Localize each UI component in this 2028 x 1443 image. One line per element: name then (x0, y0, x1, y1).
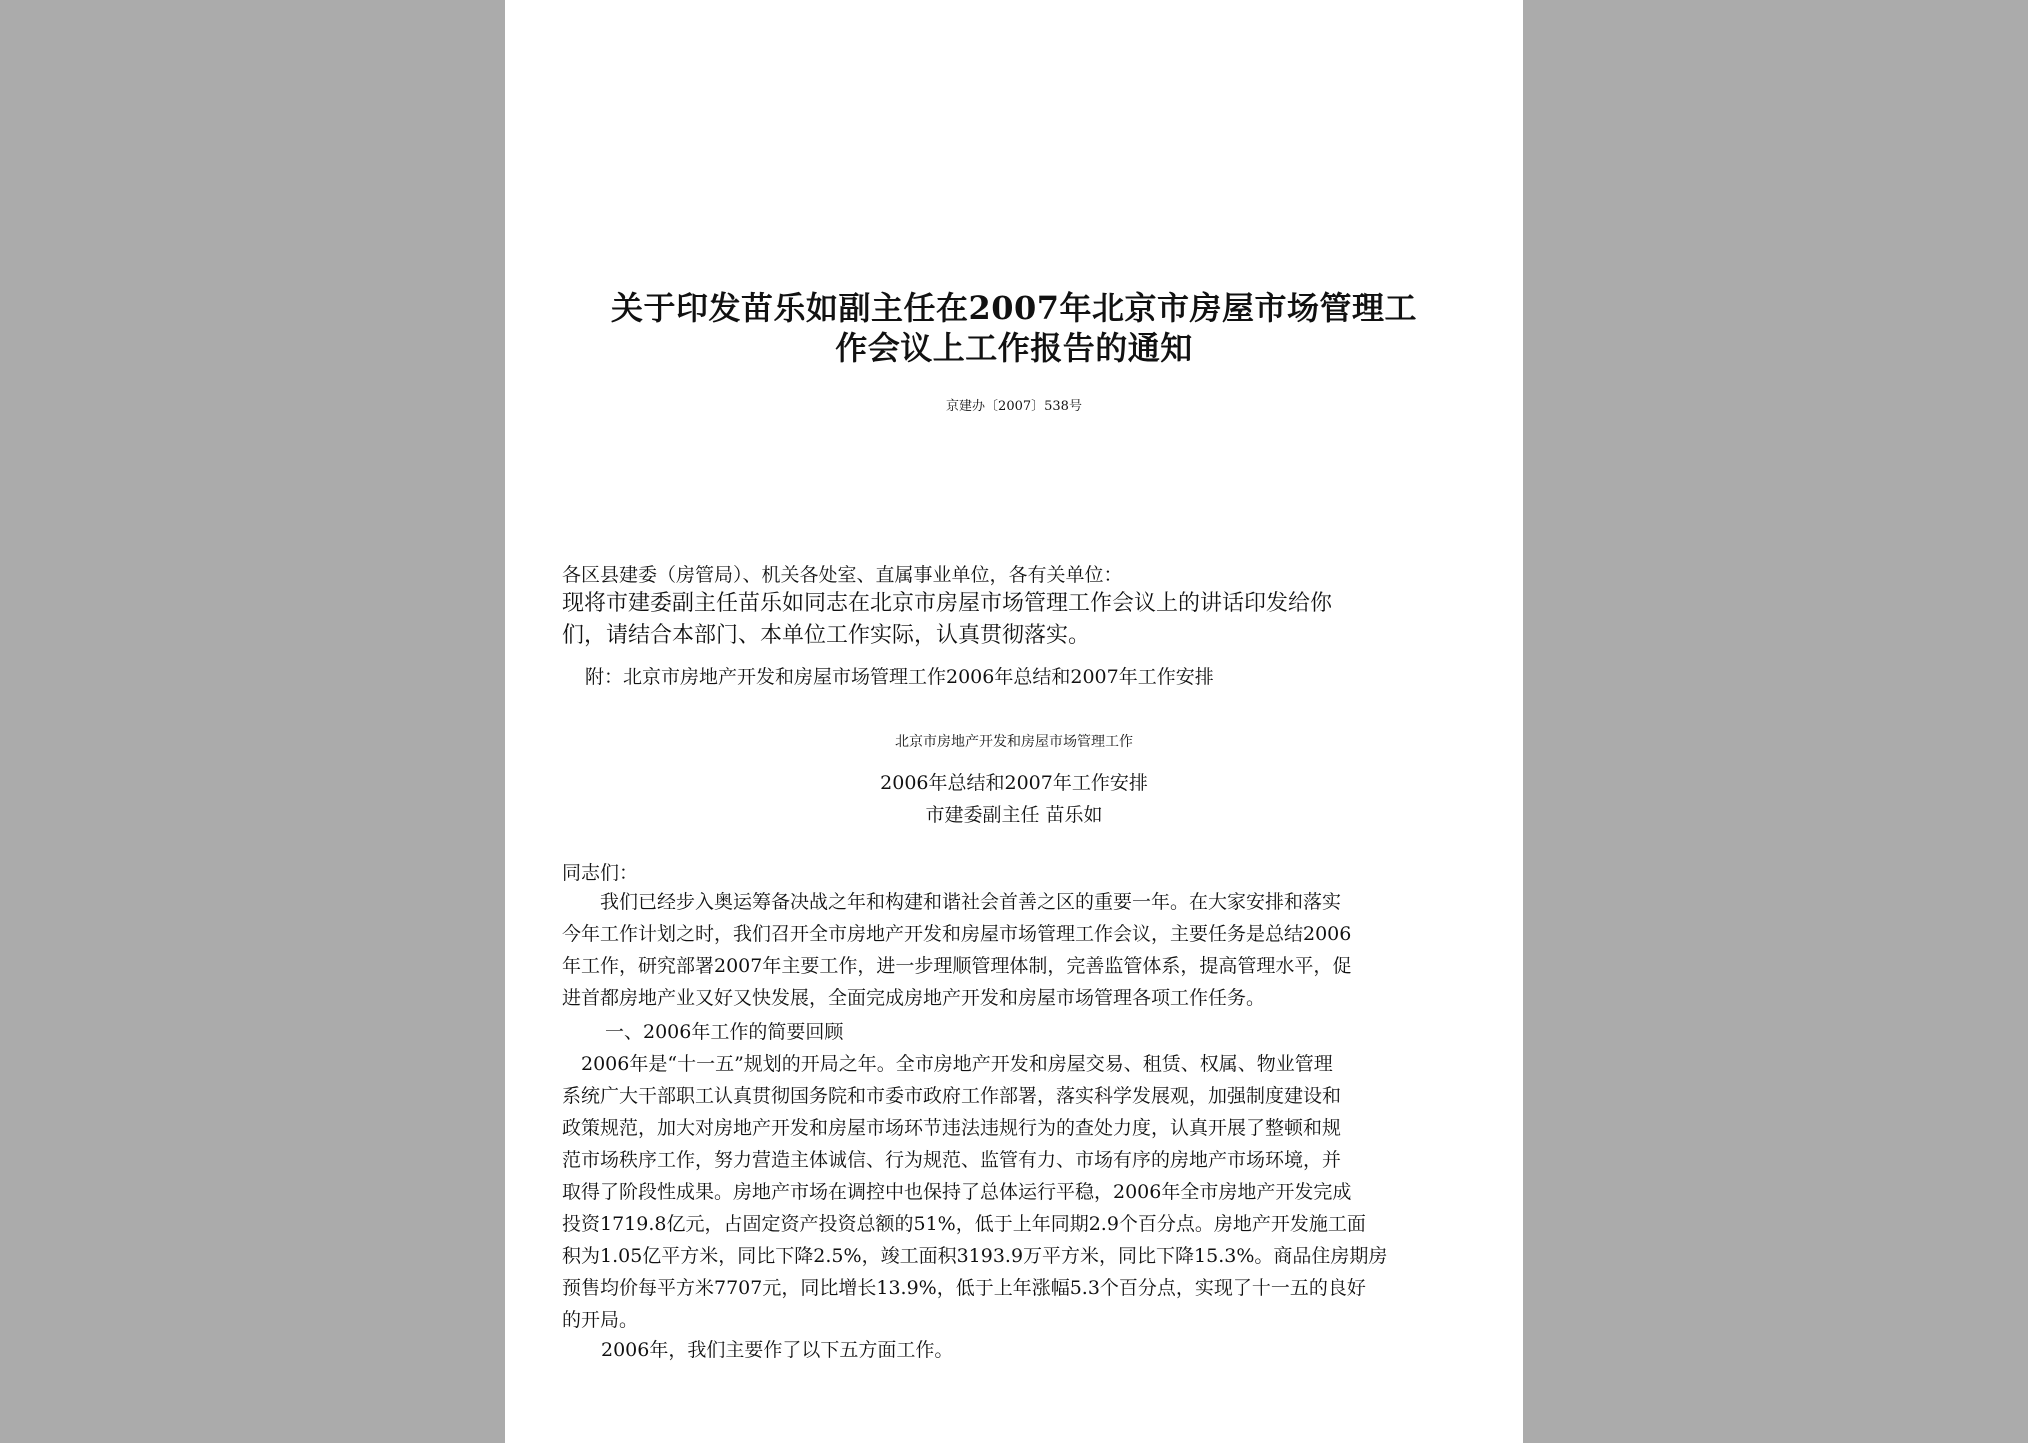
document-title: 关于印发苗乐如副主任在2007年北京市房屋市场管理工 作会议上工作报告的通知 (610, 289, 1418, 367)
report-org-line: 北京市房地产开发和房屋市场管理工作 (895, 734, 1133, 750)
recipients-line: 各区县建委（房管局）、机关各处室、直属事业单位，各有关单位： (562, 564, 1123, 586)
report-title: 2006年总结和2007年工作安排 (880, 772, 1148, 794)
notice-body: 现将市建委副主任苗乐如同志在北京市房屋市场管理工作会议上的讲话印发给你 们，请结合本部门、本单位工作实际，认真贯彻落实。 (562, 591, 1333, 648)
paragraph-intro: 我们已经步入奥运筹备决战之年和构建和谐社会首善之区的重要一年。在大家安排和落实 今年工作计划之时，我们召开全市房地产开发和房屋市场管理工作会议，主要任务是总结2006 年工作，研究部署2007年主要工作，进一步理顺管理体制，完善监管体系，提高管理水平，促 进首都房地产业又好又快发展，全面完成房地产开发和房屋市场管理各项工作任务。 (562, 891, 1352, 1009)
report-speaker: 市建委副主任 苗乐如 (925, 804, 1103, 826)
salutation: 同志们： (562, 862, 639, 884)
document-page (505, 0, 1523, 1443)
attachment-line: 附：北京市房地产开发和房屋市场管理工作2006年总结和2007年工作安排 (585, 666, 1214, 688)
paragraph-five-aspects: 2006年，我们主要作了以下五方面工作。 (601, 1339, 954, 1361)
document-number: 京建办〔2007〕538号 (946, 399, 1082, 414)
paragraph-review: 2006年是“十一五”规划的开局之年。全市房地产开发和房屋交易、租赁、权属、物业管理 系统广大干部职工认真贯彻国务院和市委市政府工作部署，落实科学发展观，加强制度建设和 政策规范，加大对房地产开发和房屋市场环节违法违规行为的查处力度，认真开展了整顿和规 范市场秩序工作，努力营造主体诚信、行为规范、监管有力、市场有序的房地产市场环境，并 取得了阶段性成果。房地产市场在调控中也保持了总体运行平稳，2006年全市房地产开发完成 投资1719.8亿元，占固定资产投资总额的51%，低于上年同期2.9个百分点。房地产开发施工面 积为1.05亿平方米，同比下降2.5%，竣工面积3193.9万平方米，同比下降15.3%。商品住房期房 预售均价每平方米7707元，同比增长13.9%，低于上年涨幅5.3个百分点，实现了十一五的良好 的开局。 (562, 1053, 1388, 1331)
section-heading-review: 一、2006年工作的简要回顾 (605, 1021, 844, 1043)
